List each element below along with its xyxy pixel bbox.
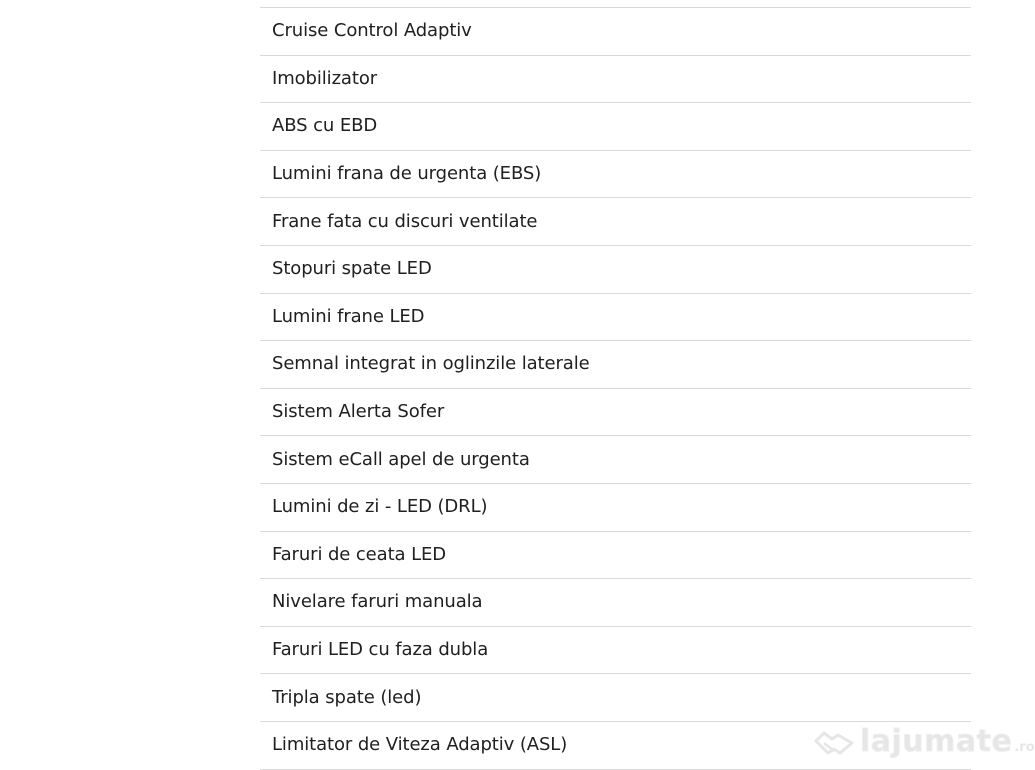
feature-item — [260, 198, 971, 246]
feature-label: Semnal integrat in oglinzile laterale — [272, 353, 590, 375]
feature-label: Frane fata cu discuri ventilate — [272, 210, 538, 232]
feature-item — [260, 8, 971, 56]
feature-item — [260, 436, 971, 484]
feature-item — [260, 151, 971, 199]
watermark-tld: .ro — [1014, 740, 1035, 755]
feature-item — [260, 294, 971, 342]
feature-item — [260, 674, 971, 722]
feature-label: Imobilizator — [272, 67, 378, 89]
feature-label: Nivelare faruri manuala — [272, 591, 483, 613]
feature-label: Cruise Control Adaptiv — [272, 20, 472, 42]
feature-item — [260, 246, 971, 294]
feature-label: Lumini frana de urgenta (EBS) — [272, 163, 542, 185]
feature-item — [260, 389, 971, 437]
feature-item — [260, 532, 971, 580]
feature-item — [260, 722, 971, 770]
features-list — [260, 7, 971, 770]
feature-item — [260, 56, 971, 104]
feature-label: Sistem eCall apel de urgenta — [272, 448, 530, 470]
feature-label: Faruri LED cu faza dubla — [272, 639, 489, 661]
feature-item — [260, 341, 971, 389]
feature-item — [260, 103, 971, 151]
feature-label: Limitator de Viteza Adaptiv (ASL) — [272, 734, 568, 756]
feature-item — [260, 579, 971, 627]
feature-label: Lumini de zi - LED (DRL) — [272, 496, 488, 518]
feature-label: Tripla spate (led) — [272, 686, 422, 708]
feature-label: ABS cu EBD — [272, 115, 378, 137]
watermark-brand: lajumate — [860, 724, 1013, 759]
feature-label: Lumini frane LED — [272, 305, 425, 327]
feature-label: Stopuri spate LED — [272, 258, 432, 280]
feature-label: Faruri de ceata LED — [272, 543, 447, 565]
feature-label: Sistem Alerta Sofer — [272, 401, 445, 423]
feature-item — [260, 484, 971, 532]
feature-item — [260, 627, 971, 675]
